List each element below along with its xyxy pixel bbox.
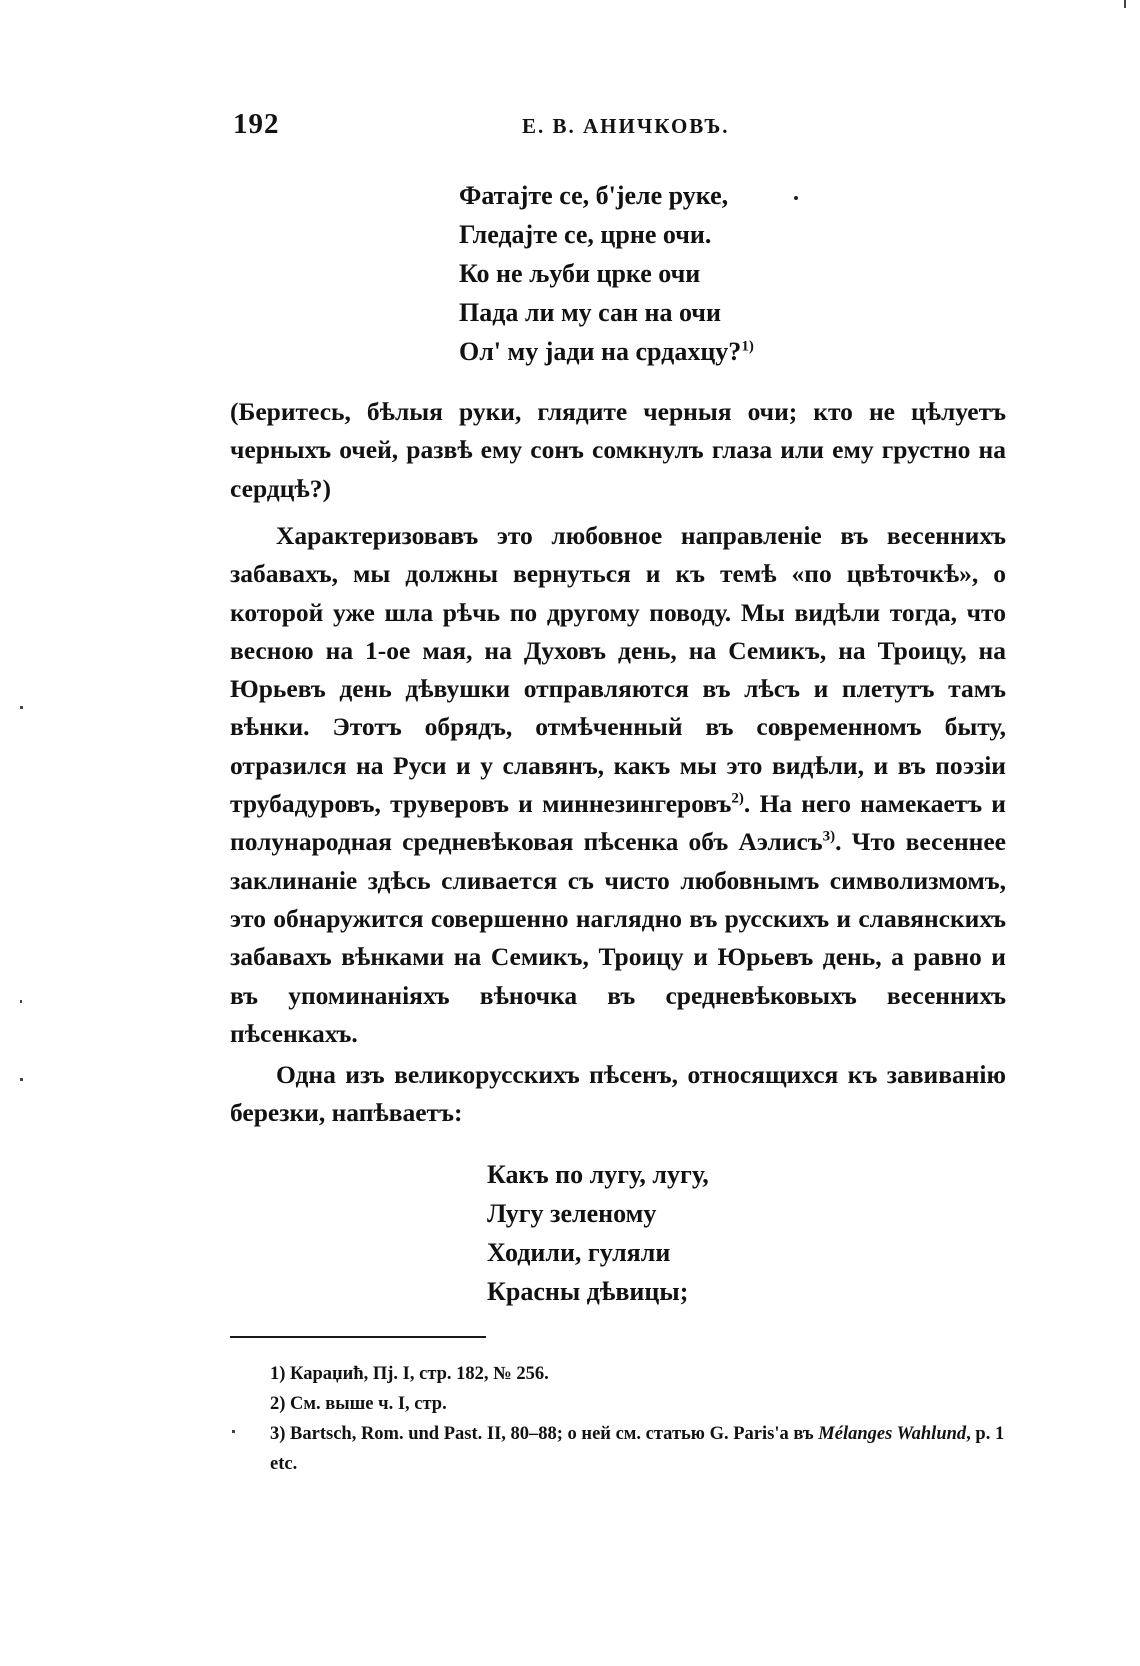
footnote-text: , p. 1 etc. (270, 1424, 1005, 1474)
scan-edge-mark (20, 706, 23, 709)
footnote-ref: 3) (822, 828, 836, 845)
running-head: Е. В. АНИЧКОВЪ. (522, 114, 730, 138)
translation-text: (Беритесь, бѣлыя руки, глядите черныя очи; кто не цѣлуетъ черныхъ очей, развѣ ему сонъ сомкнулъ глаза или ему грустно на сердцѣ?) (230, 397, 1006, 503)
footnote-2: 2) См. выше ч. I, стр. (270, 1394, 447, 1414)
serbian-verse (459, 176, 754, 371)
footnote-ref: 2) (731, 790, 744, 807)
verse-line: Лугу зеленому (487, 1199, 657, 1228)
page-number: 192 (233, 108, 280, 140)
song-intro-paragraph (230, 1056, 1006, 1133)
verse-translation (230, 393, 1006, 508)
footnotes (230, 1359, 1006, 1479)
paragraph-part: . На него намекаетъ и полународная средневѣковая пѣсенка объ Аэлисъ (230, 789, 1006, 857)
footnote-title: Mélanges Wahlund (818, 1424, 967, 1444)
scan-edge-mark (20, 1000, 22, 1003)
scan-edge-mark (20, 1078, 23, 1081)
verse-line: Какъ по лугу, лугу, (487, 1160, 709, 1189)
paragraph-text: Одна изъ великорусскихъ пѣсенъ, относящихся къ завиванію березки, напѣваетъ: (230, 1060, 1006, 1128)
verse-line: Ходили, гуляли (487, 1238, 671, 1267)
verse-line-text: Ол' му јади на срдахцу? (459, 337, 742, 366)
footnote-divider (230, 1336, 486, 1338)
footnote-3 (230, 1419, 1006, 1479)
paragraph-part: . Что весеннее заклинаніе здѣсь сливается съ чисто любовнымъ символизмомъ, это обнаружится совершенно наглядно въ русскихъ и славянскихъ забавахъ вѣнками на Семикъ, Троицу и Юрьевъ день, а равно и въ упоминаніяхъ вѣночка въ средневѣковыхъ весеннихъ пѣсенкахъ. (230, 827, 1006, 1048)
verse-line: Красны дѣвицы; (487, 1277, 689, 1306)
footnote-1: 1) Караџић, Пј. I, стр. 182, № 256. (270, 1364, 549, 1384)
footnote-ref: 1) (741, 338, 754, 355)
paragraph-text (230, 517, 1006, 1053)
verse-line: Ко не љуби црке очи (459, 259, 701, 288)
print-speck (794, 196, 798, 200)
scan-edge-mark (1124, 0, 1126, 8)
verse-line (459, 332, 754, 371)
verse-line: Фатајте се, б'јеле руке, (459, 181, 729, 210)
verse-line: Пада ли му сан на очи (459, 298, 721, 327)
main-paragraph (230, 517, 1006, 1053)
russian-verse (487, 1155, 709, 1311)
paragraph-part: Характеризовавъ это любовное направленіе въ весеннихъ забавахъ, мы должны вернуться и къ темѣ «по цвѣточкѣ», о которой уже шла рѣчь по другому поводу. Мы видѣли тогда, что весною на 1-ое мая, на Духовъ день, на Семикъ, на Троицу, на Юрьевъ день дѣвушки отправляются въ лѣсъ и плетутъ тамъ вѣнки. Этотъ обрядъ, отмѣченный въ современномъ быту, отразился на Руси и у славянъ, какъ мы это видѣли, и въ поэзіи трубадуровъ, труверовъ и миннезингеровъ (230, 521, 1006, 819)
scan-edge-mark (232, 1430, 235, 1433)
verse-line: Гледајте се, црне очи. (459, 220, 712, 249)
footnote-text: 3) Bartsch, Rom. und Past. II, 80–88; о ней см. статью G. Paris'а въ (270, 1424, 814, 1444)
